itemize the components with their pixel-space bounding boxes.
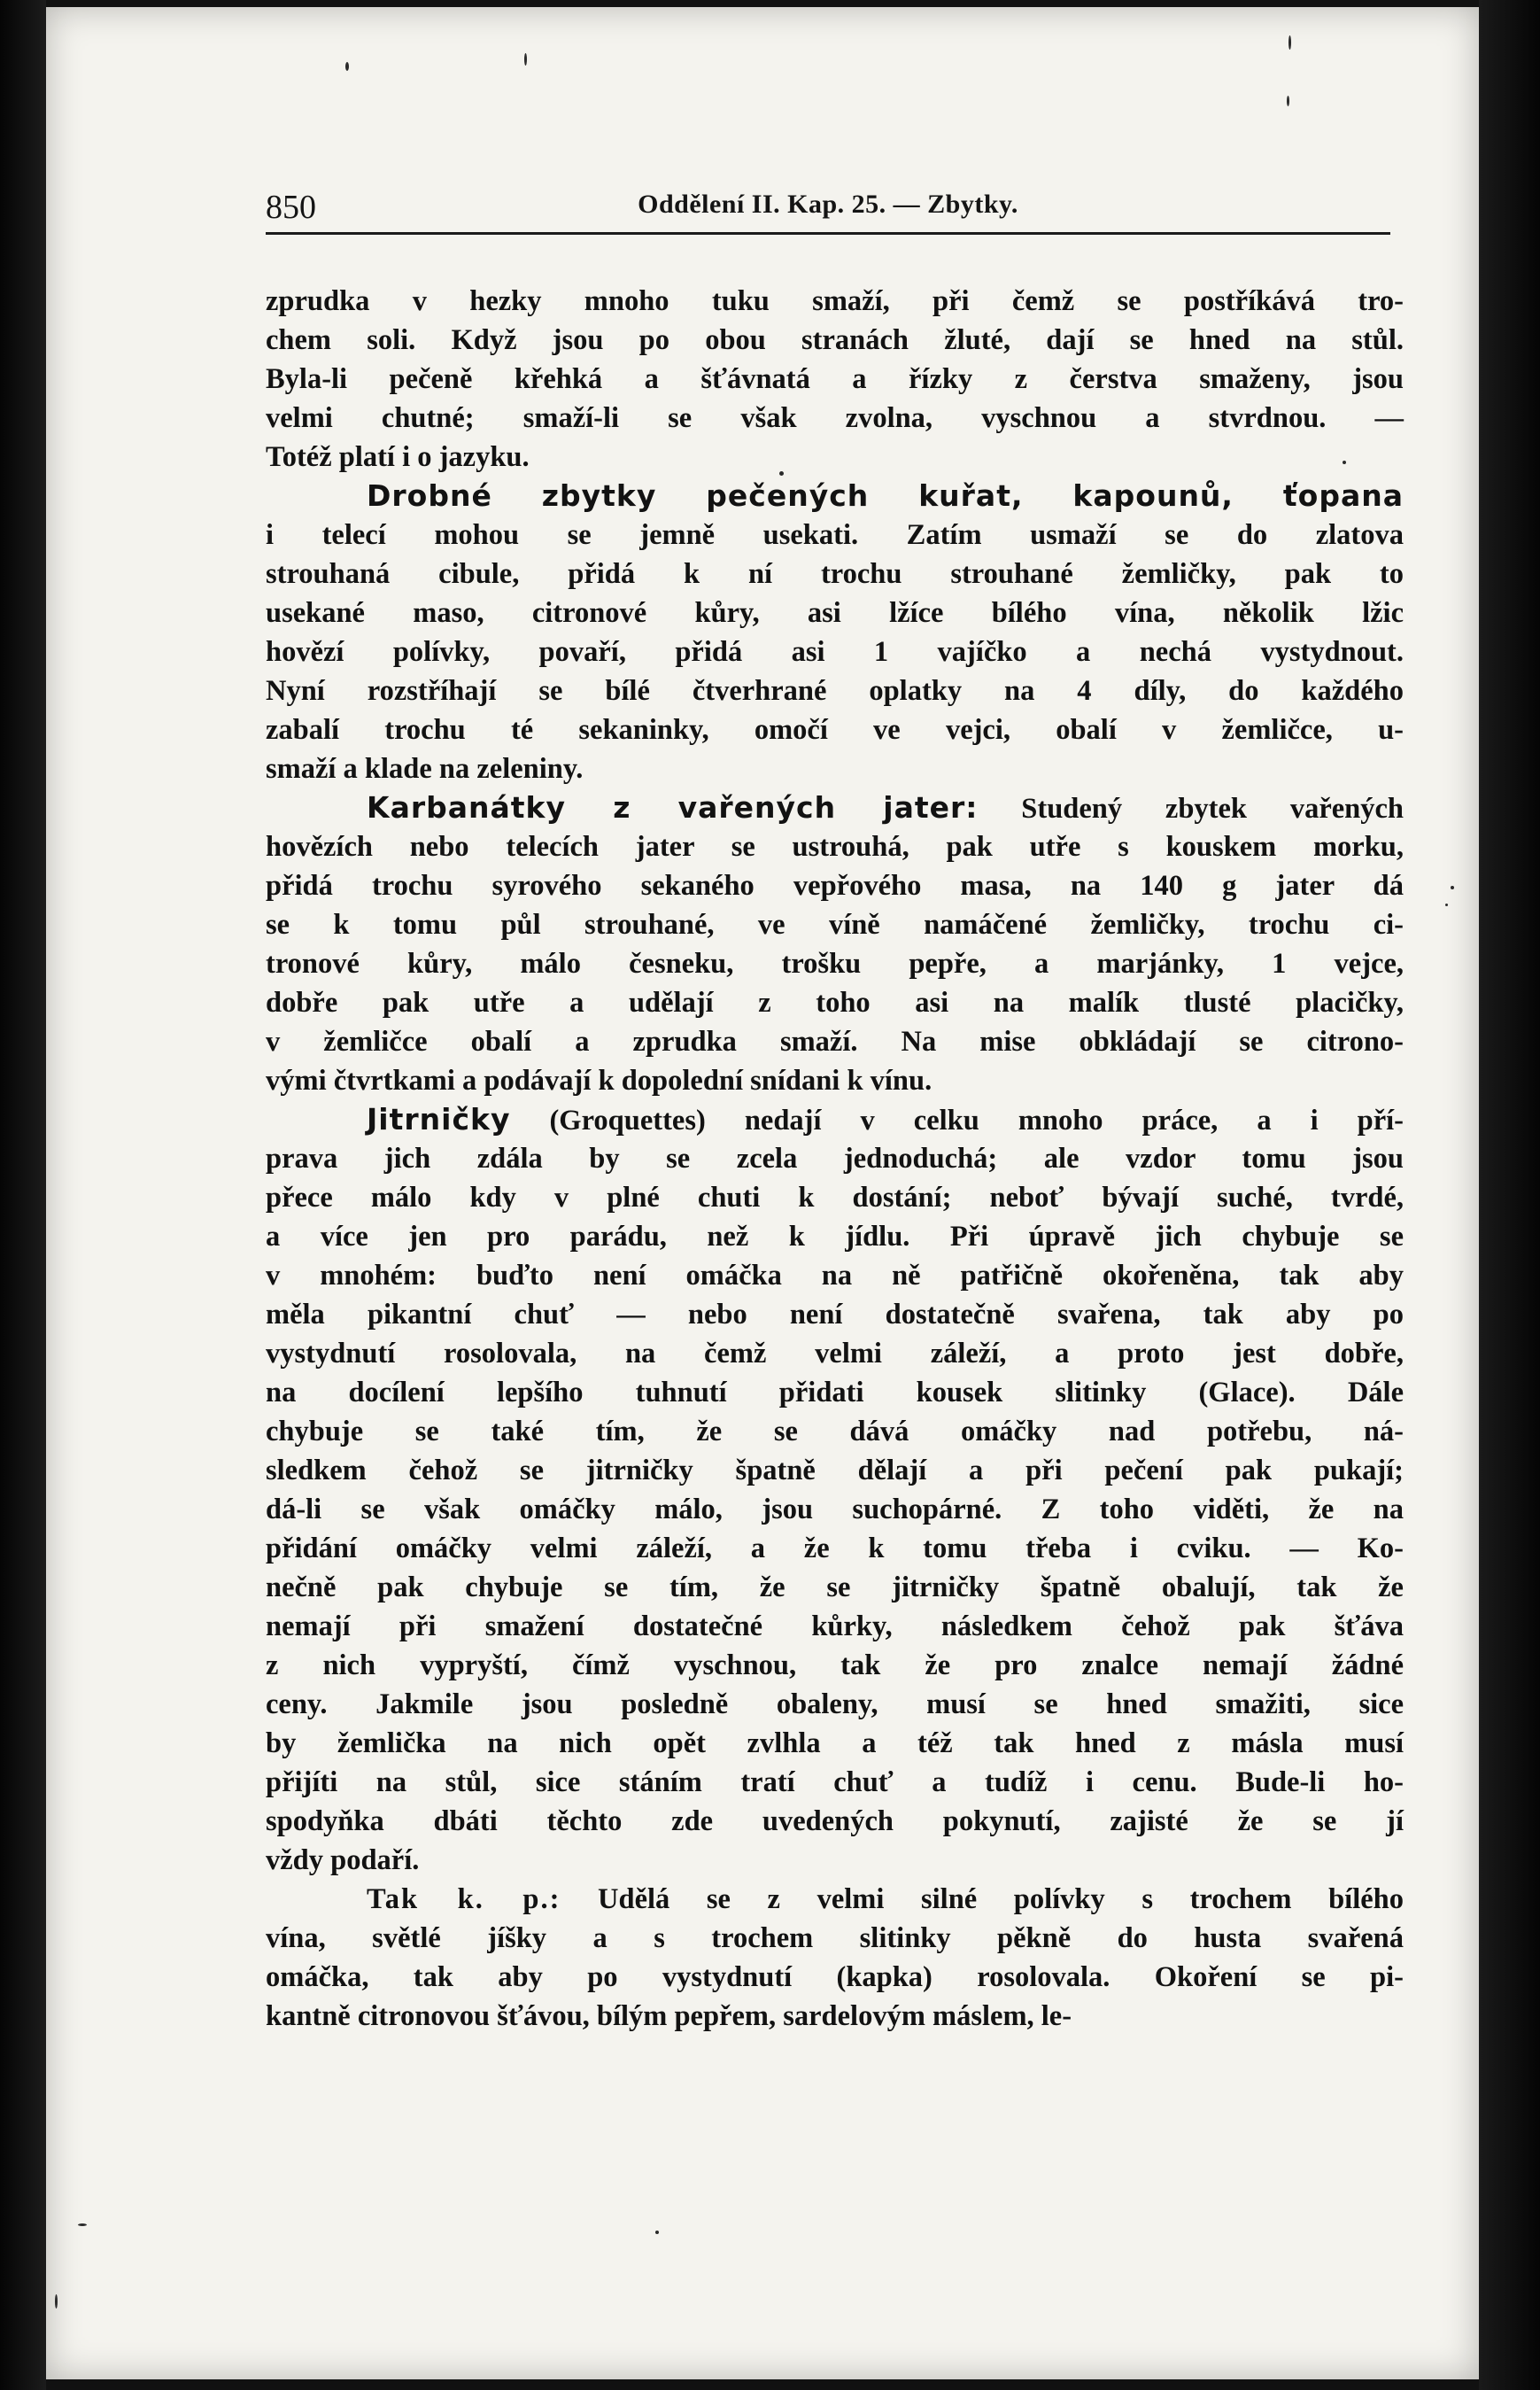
text-line: hovězích nebo telecích jater se ustrouhá, pak utře s kouskem morku, [266, 831, 1404, 863]
text-line: přidání omáčky velmi záleží, a že k tomu třeba i cviku. — Ko- [266, 1533, 1404, 1564]
text-line: vždy podaří. [266, 1844, 420, 1876]
text-line: na docílení lepšího tuhnutí přidati kousek slitinky (Glace). Dále [266, 1377, 1404, 1408]
text-line: prava jich zdála by se zcela jednoduchá; ale vzdor tomu jsou [266, 1143, 1404, 1175]
text-line: dobře pak utře a udělají z toho asi na malík tlusté placičky, [266, 987, 1404, 1019]
text-line: chybuje se také tím, že se dává omáčky nad potřebu, ná- [266, 1416, 1404, 1447]
paragraph [266, 1100, 1404, 1880]
text-line: a více jen pro parádu, než k jídlu. Při úpravě jich chybuje se [266, 1221, 1404, 1253]
text-line: nemají při smažení dostatečné kůrky, následkem čehož pak šťáva [266, 1610, 1404, 1642]
paragraph [266, 1880, 1404, 2036]
text-line: velmi chutné; smaží-li se však zvolna, vyschnou a stvrdnou. — [266, 402, 1404, 434]
heading-continuation: Studený zbytek vařených [978, 793, 1405, 825]
section-heading: Drobné zbytky pečených kuřat, kapounů, ťopana [367, 478, 1404, 513]
text-line: přece málo kdy v plné chuti k dostání; neboť bývají suché, tvrdé, [266, 1182, 1404, 1214]
text-line: v mnohém: buďto není omáčka na ně patřičně okořeněna, tak aby [266, 1260, 1404, 1292]
paragraph-lead-line [266, 1880, 1404, 1919]
scan-left-edge [0, 0, 46, 2390]
text-line: nečně pak chybuje se tím, že se jitrničky špatně obalují, tak že [266, 1571, 1404, 1603]
text-line: by žemlička na nich opět zvlhla a též tak hned z másla musí [266, 1727, 1404, 1759]
text-line: v žemličce obalí a zprudka smaží. Na mise obkládají se citrono- [266, 1026, 1404, 1058]
text-line: přijíti na stůl, sice stáním tratí chuť a tudíž i cenu. Bude-li ho- [266, 1766, 1404, 1798]
lead-continuation: Udělá se z velmi silné polívky s trochem bílého [561, 1883, 1404, 1915]
scan-right-edge [1479, 0, 1540, 2390]
text-line: Byla-li pečeně křehká a šťávnatá a řízky z čerstva smaženy, jsou [266, 363, 1404, 395]
section-heading: Jitrničky [367, 1102, 511, 1137]
text-line: se k tomu půl strouhané, ve víně namáčené žemličky, trochu ci- [266, 909, 1404, 941]
text-line: sledkem čehož se jitrničky špatně dělají a při pečení pak pukají; [266, 1455, 1404, 1486]
paragraph-heading-line [266, 788, 1404, 827]
text-line: tronové kůry, málo česneku, trošku pepře, a marjánky, 1 vejce, [266, 948, 1404, 980]
text-line: kantně citronovou šťávou, bílým pepřem, sardelovým máslem, le- [266, 2000, 1072, 2032]
text-line: Totéž platí i o jazyku. [266, 441, 530, 473]
paragraph [266, 282, 1404, 477]
paragraph-heading-line [266, 477, 1404, 516]
text-line: z nich vypryští, čímž vyschnou, tak že pro znalce nemají žádné [266, 1649, 1404, 1681]
text-line: i telecí mohou se jemně usekati. Zatím usmaží se do zlatova [266, 519, 1404, 551]
page-header [266, 182, 1390, 235]
running-head: Oddělení II. Kap. 25. — Zbytky. [638, 190, 1018, 219]
paragraph-heading-line [266, 1100, 1404, 1139]
text-line: strouhaná cibule, přidá k ní trochu strouhané žemličky, pak to [266, 558, 1404, 590]
page-body [266, 282, 1404, 2036]
paragraph [266, 477, 1404, 788]
text-line: přidá trochu syrového sekaného vepřového masa, na 140 g jater dá [266, 870, 1404, 902]
text-line: dá-li se však omáčky málo, jsou suchopárné. Z toho viděti, že na [266, 1494, 1404, 1525]
text-line: hovězí polívky, povaří, přidá asi 1 vajíčko a nechá vystydnout. [266, 636, 1404, 668]
page-number: 850 [266, 189, 316, 226]
text-line: chem soli. Když jsou po obou stranách žluté, dají se hned na stůl. [266, 324, 1404, 356]
text-line: omáčka, tak aby po vystydnutí (kapka) rosolovala. Okoření se pi- [266, 1961, 1404, 1993]
text-line: ceny. Jakmile jsou posledně obaleny, musí se hned smažiti, sice [266, 1688, 1404, 1720]
lead-phrase: Tak k. p.: [367, 1883, 561, 1915]
text-line: smaží a klade na zeleniny. [266, 753, 584, 785]
text-line: vystydnutí rosolovala, na čemž velmi záleží, a proto jest dobře, [266, 1338, 1404, 1370]
text-line: zabalí trochu té sekaninky, omočí ve vejci, obalí v žemličce, u- [266, 714, 1404, 746]
text-line: spodyňka dbáti těchto zde uvedených pokynutí, zajisté že se jí [266, 1805, 1404, 1837]
text-line: zprudka v hezky mnoho tuku smaží, při čemž se postříkává tro- [266, 285, 1404, 317]
text-line: měla pikantní chuť — nebo není dostatečně svařena, tak aby po [266, 1299, 1404, 1331]
text-line: vými čtvrtkami a podávají k dopolední snídani k vínu. [266, 1065, 933, 1097]
heading-continuation: (Groquettes) nedají v celku mnoho práce, a i pří- [510, 1105, 1404, 1137]
text-line: vína, světlé jíšky a s trochem slitinky pěkně do husta svařená [266, 1922, 1404, 1954]
text-line: usekané maso, citronové kůry, asi lžíce bílého vína, několik lžic [266, 597, 1404, 629]
paragraph [266, 788, 1404, 1100]
section-heading: Karbanátky z vařených jater: [367, 790, 979, 825]
text-line: Nyní rozstříhají se bílé čtverhrané oplatky na 4 díly, do každého [266, 675, 1404, 707]
